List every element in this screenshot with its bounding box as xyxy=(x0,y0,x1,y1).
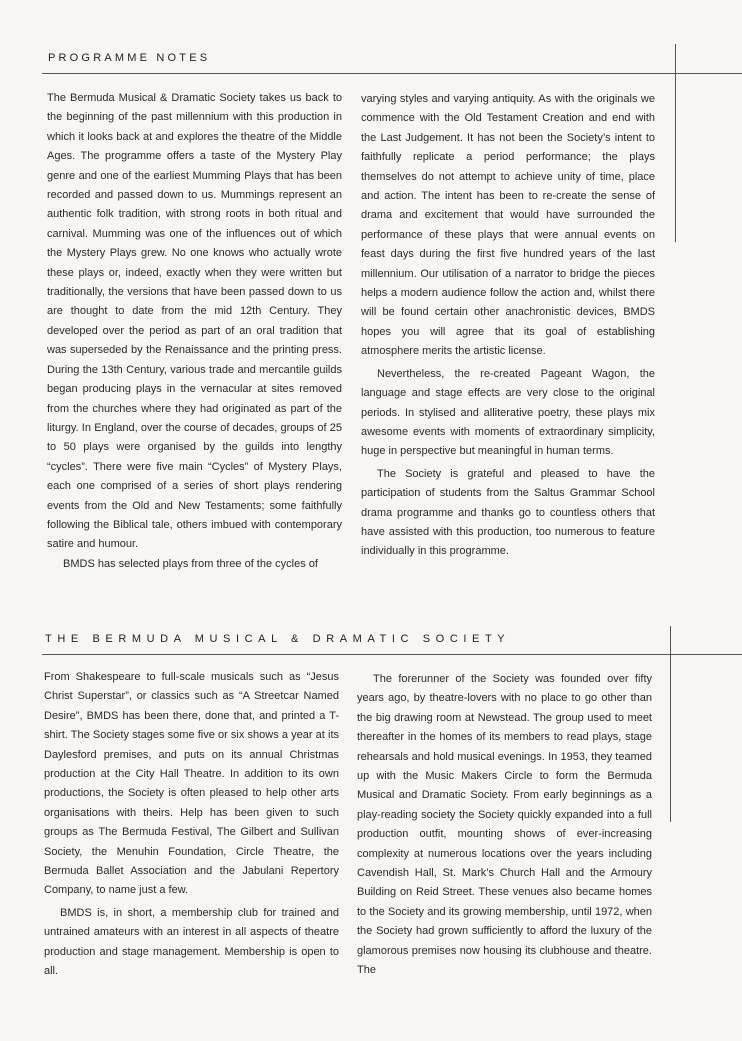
paragraph: varying styles and varying antiquity. As with the originals we commence with the Old Testament Creation and end with the Last Judgement. It has not been the Society’s intent to faithfully replicate a period performance; the plays themselves do not attempt to achieve unity of time, place and action. The intent has been to re-create the sense of drama and excitement that would have surrounded the performance of these plays that were annual events on feast days during the first five hundred years of the last millennium. Our utilisation of a narrator to bridge the pieces helps a modern audience follow the action and, whilst there will be found certain other anachronistic devices, BMDS hopes you will agree that its goal of establishing atmosphere merits the artistic license. xyxy=(361,93,655,358)
programme-notes-left-column xyxy=(47,89,342,574)
programme-notes-vertical-rule xyxy=(675,44,676,242)
paragraph: The Bermuda Musical & Dramatic Society takes us back to the beginning of the past millennium with this production in which it looks back at and explores the theatre of the Middle Ages. The programme offers a taste of the Mystery Play genre and one of the earliest Mumming Plays that has been recorded and passed down to us. Mummings represent an authentic folk tradition, with strong roots in both ritual and carnival. Mumming was one of the influences out of which the Mystery Plays grew. No one knows who actually wrote these plays or, indeed, exactly when they were written but traditionally, the versions that have been passed down to us are thought to date from the mid 12th Century. They developed over the period as part of an oral tradition that was superseded by the Renaissance and the printing press. During the 13th Century, various trade and mercantile guilds began producing plays in the vernacular at sites removed from the churches where they had originated as part of the liturgy. In England, over the course of decades, groups of 25 to 50 plays were organised by the guilds into lengthy “cycles”. There were five main “Cycles” of Mystery Plays, each one comprised of a series of short plays rendering events from the Old and New Testaments; some faithfully following the Biblical tale, others imbued with contemporary satire and humour. xyxy=(47,92,342,551)
society-rule xyxy=(42,654,742,655)
programme-notes-heading: PROGRAMME NOTES xyxy=(48,52,211,64)
society-heading: THE BERMUDA MUSICAL & DRAMATIC SOCIETY xyxy=(45,633,511,645)
society-left-column xyxy=(44,668,339,982)
society-vertical-rule xyxy=(670,626,671,822)
programme-notes-rule xyxy=(42,73,742,74)
paragraph: BMDS has selected plays from three of the cycles of xyxy=(63,557,318,570)
paragraph: BMDS is, in short, a membership club for trained and untrained amateurs with an interest in all aspects of theatre production and stage management. Membership is open to all. xyxy=(44,906,339,978)
programme-notes-right-column xyxy=(361,90,655,562)
paragraph: From Shakespeare to full-scale musicals such as “Jesus Christ Superstar”, or classics such as “A Streetcar Named Desire”, BMDS has been there, done that, and printed a T-shirt. The Society stages some five or six shows a year at its Daylesford premises, and puts on its annual Christmas production at the City Hall Theatre. In addition to its own productions, the Society is often pleased to help other arts organisations with theirs. Help has been given to such groups as The Bermuda Festival, The Gilbert and Sullivan Society, the Menuhin Foundation, Circle Theatre, the Bermuda Ballet Association and the Jabulani Repertory Company, to name just a few. xyxy=(44,671,339,897)
paragraph: The Society is grateful and pleased to have the participation of students from the Saltus Grammar School drama programme and thanks go to countless others that have assisted with this production, too numerous to feature individually in this programme. xyxy=(361,467,655,558)
paragraph: The forerunner of the Society was founded over fifty years ago, by theatre-lovers with no place to go other than the big drawing room at Newstead. The group used to meet thereafter in the homes of its members to read plays, stage rehearsals and hold musical evenings. In 1953, they teamed up with the Music Makers Circle to form the Bermuda Musical and Dramatic Society. From early beginnings as a play-reading society the Society quickly expanded into a full production outfit, mounting shows of ever-increasing complexity at numerous locations over the years including Cavendish Hall, St. Mark’s Church Hall and the Armoury Building on Reid Street. These venues also became homes to the Society and its growing membership, until 1972, when the Society had grown sufficiently to afford the luxury of the glamorous premises now housing its clubhouse and theatre. The xyxy=(357,673,652,977)
society-right-column xyxy=(357,670,652,981)
paragraph: Nevertheless, the re-created Pageant Wagon, the language and stage effects are very close to the original periods. In stylised and alliterative poetry, these plays mix awesome events with moments of extraordinary simplicity, huge in perspective but meaningful in human terms. xyxy=(361,367,655,458)
